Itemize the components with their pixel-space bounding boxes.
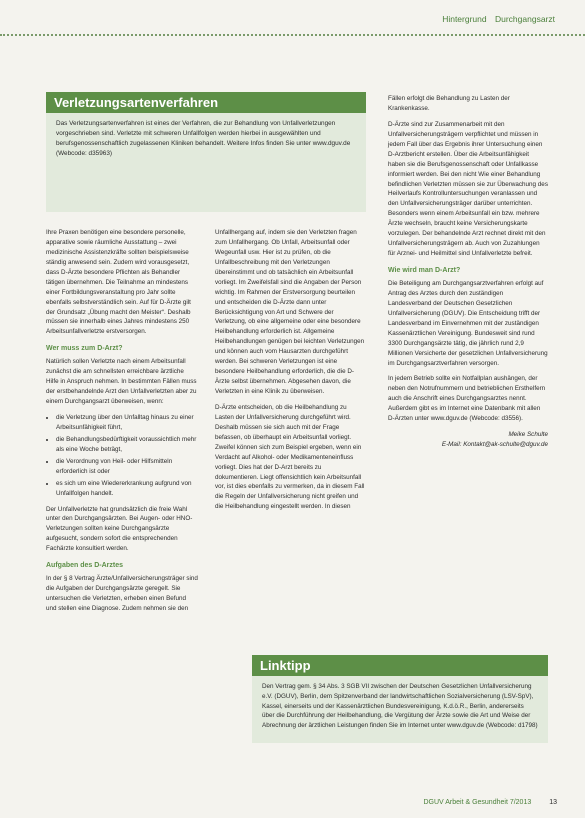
paragraph: In jedem Betrieb sollte ein Notfallplan aushängen, der neben den Notrufnummern und betrieblichen Ersthelfern auch die Anschrift eines Durchgangsarztes nennt. Außerdem gibt es im Internet eine Datenbank mit allen D-Ärzten unter www.dguv.de (Webcode: d3556).	[388, 375, 546, 423]
link-tip-box	[252, 655, 548, 743]
paragraph: D-Ärzte entscheiden, ob die Heilbehandlung zu Lasten der Unfallversicherung durchgeführt wird. Deshalb müssen sie sich auch mit der Frage befassen, ob überhaupt ein Arbeitsunfall vorliegt. Zweifel können sich zum Beispiel ergeben, wenn ein Verdacht auf Alkohol- oder Medikamenteneinfluss vorliegt. Dies hat der D-Arzt bereits zu dokumentieren. Liegt offensichtlich kein Arbeitsunfall vor, ist dies ebenfalls zu vermerken, da in diesem Fall die Regeln der Unfallversicherung nicht greifen und die Heilbehandlung eingestellt werden. In diesen	[215, 403, 365, 511]
paragraph: Der Unfallverletzte hat grundsätzlich die freie Wahl unter den Durchgangsärzten. Bei Augen- oder HNO-Verletzungen sollten keine Durchgangsärzte aufgesucht, sondern sofort die entsprechenden Fachärzte konsultiert werden.	[46, 505, 193, 553]
paragraph: Die Beteiligung am Durchgangsarztverfahren erfolgt auf Antrag des Arztes durch den zuständigen Landesverband der Deutschen Gesetzlichen Unfallversicherung (DGUV). Die Entscheidung trifft der Landesverband im Einvernehmen mit der zuständigen Kassenärztlichen Vereinigung. Bundesweit sind rund 3300 Durchgangsärzte tätig, die jährlich rund 2,9 Millionen Versicherte der gesetzlichen Unfallversicherung im Durchgangsarztverfahren versorgen.	[388, 280, 548, 367]
paragraph: Natürlich sollen Verletzte nach einem Arbeitsunfall zunächst die am schnellsten erreichbare ärztliche Hilfe in Anspruch nehmen. In bestimmten Fällen muss der erstbehandelnde Arzt den Unfallverletzten aber zu einem Durchgangsarzt überweisen, wenn:	[46, 358, 197, 406]
section-heading: Wer muss zum D-Arzt?	[46, 345, 123, 353]
author-email[interactable]: E-Mail: Kontakt@ak-schulte@dguv.de	[441, 441, 548, 449]
dotted-divider	[0, 34, 585, 36]
paragraph: Fällen erfolgt die Behandlung zu Lasten der Krankenkasse.	[388, 95, 510, 112]
column-1	[46, 228, 198, 620]
info-box-text: Das Verletzungsartenverfahren ist eines der Verfahren, die zur Behandlung von Unfallverletzungen vorgeschrieben sind. Verletzte mit schweren Unfallfolgen werden hierbei in ausgewählten und berufsgenossenschaftlich zugelassenen Kliniken behandelt. Weitere Infos finden Sie unter www.dguv.de (Webcode: d35963)	[56, 120, 351, 157]
page-number: 13	[549, 799, 557, 806]
paragraph: Unfallhergang auf, indem sie den Verletzten fragen zum Unfallhergang. Ob Unfall, Arbeitsunfall oder Wegeunfall usw. Hier ist zu prüfen, ob die Unfallbeschreibung mit den Verletzungen übereinstimmt und ob tatsächlich ein Arbeitsunfall vorliegt. Im Zweifelsfall sind die Angaben der Person wichtig. Im Rahmen der Erstversorgung beurteilen und entscheiden die D-Ärzte dann unter Berücksichtigung von Art und Schwere der Verletzung, ob eine allgemeine oder eine besondere Heilbehandlung erforderlich ist. Allgemeine Heilbehandlungen genügen bei leichten Verletzungen und können auch vom Hausarzten durchgeführt werden. Bei schweren Verletzungen ist eine besondere Heilbehandlung erforderlich, die die D-Ärzte selbst übernehmen. Abgesehen davon, die Verletzten in eine Klinik zu überweisen.	[215, 229, 365, 395]
list-item: • es sich um eine Wiedererkrankung aufgrund von Unfallfolgen handelt.	[56, 479, 198, 499]
bullet-list	[46, 413, 198, 499]
link-tip-text: Den Vertrag gem. § 34 Abs. 3 SGB VII zwischen der Deutschen Gesetzlichen Unfallversicherung e.V. (DGUV), Berlin, dem Spitzenverband der landwirtschaftlichen Sozialversicherung (LSV-SpV), Kassel, einerseits und der Kassenärztlichen Bundesvereinigung, K.d.ö.R., Berlin, andererseits über die Durchführung der Heilbehandlung, die Vergütung der Ärzte sowie die Art und Weise der Abrechnung der ärztlichen Leistungen finden Sie im Internet unter www.dguv.de (Webcode: d1798)	[262, 683, 538, 729]
paragraph: In der § 8 Vertrag Ärzte/Unfallversicherungsträger sind die Aufgaben der Durchgangsärzte geregelt. Sie untersuchen die Verletzten, erheben einen Befund und stellen eine Diagnose. Zudem nehmen sie den	[46, 575, 198, 613]
column-2	[215, 228, 365, 518]
paragraph: D-Ärzte sind zur Zusammenarbeit mit den Unfallversicherungsträgern verpflichtet und müssen in jedem Fall über das Ergebnis ihrer Untersuchung einen D-Arztbericht erstellen. Über die Arbeitsunfähigkeit haben sie die Berufsgenossenschaft oder Unfallkasse informiert werden. Bei den nicht Wie einer Behandlung befindlichen Verletzten müssen sie zur Überwachung des Heilverlaufs Kontrolluntersuchungen veranlassen und den Unfallversicherungsträger darüber unterrichten. Besonders wenn einem Arbeitsunfall ein bzw. mehrere Ärzte wechseln, braucht keine Versicherungskarte vorzulegen. Der behandelnde Arzt rechnet direkt mit den Unfallversicherungsträgern ab. Auch von Zuzahlungen für Arznei- und Heilmittel sind Unfallverletzte befreit.	[388, 120, 548, 258]
list-item: • die Verletzung über den Unfalltag hinaus zu einer Arbeitsunfähigkeit führt,	[56, 413, 198, 433]
page-header	[436, 14, 555, 24]
link-tip-title: Linktipp	[252, 655, 548, 676]
author-name: Meike Schulte	[508, 431, 548, 439]
paragraph: Ihre Praxen benötigen eine besondere personelle, apparative sowie räumliche Ausstattung – zwei medizinische Assistenzkräfte sollten beispielsweise ständig anwesend sein. Zudem wird vorausgesetzt, dass D-Ärzte besondere Pflichten als Behandler tätigen übernehmen. Die Teilnahme an mindestens einer Fortbildungsveranstaltung pro Jahr sollte ebenfalls selbstverständlich sein. Auf für D-Ärzte gilt der Grundsatz „Übung macht den Meister“. Deshalb müssen sie innerhalb eines Jahres mindestens 250 Arbeitsunfallverletzte erstversorgen.	[46, 229, 191, 336]
journal-name: DGUV Arbeit & Gesundheit 7/2013	[423, 799, 532, 806]
page-footer	[423, 799, 557, 806]
info-box-title: Verletzungsartenverfahren	[46, 92, 366, 113]
column-3	[388, 94, 548, 450]
info-box	[46, 92, 366, 212]
header-section: Hintergrund	[442, 14, 487, 24]
list-item: • die Behandlungsbedürftigkeit voraussichtlich mehr als eine Woche beträgt,	[56, 435, 198, 455]
header-topic: Durchgangsarzt	[494, 14, 555, 24]
section-heading: Wie wird man D-Arzt?	[388, 267, 461, 274]
list-item: • die Verordnung von Heil- oder Hilfsmitteln erforderlich ist oder	[56, 457, 198, 477]
section-heading: Aufgaben des D-Arztes	[46, 562, 124, 570]
